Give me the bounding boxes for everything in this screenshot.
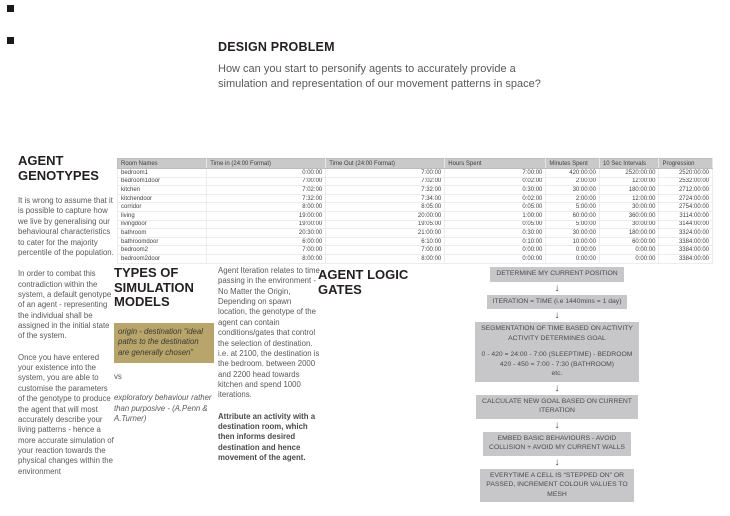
table-cell: 7:00:00 [326, 169, 445, 178]
flow-step-box [490, 267, 623, 282]
highlighted-quote: origin - destination “ideal paths to the destination are generally chosen” [114, 323, 214, 364]
table-cell: 19:00:00 [207, 220, 326, 229]
table-cell: bedroom1door [118, 177, 207, 186]
table-cell: 12:00:00 [599, 177, 659, 186]
arrow-down-icon: ↓ [554, 282, 560, 294]
column-header: Time in (24:00 Format) [207, 159, 326, 169]
table-cell: 5:00:00 [546, 220, 600, 229]
table-row [118, 211, 713, 220]
simulation-models-title: TYPES OF SIMULATION MODELS [114, 265, 194, 310]
flow-step-box [480, 469, 633, 503]
table-cell: 0:00:00 [445, 254, 546, 263]
table-cell: 2:00:00 [546, 194, 600, 203]
table-cell: 3114:00:00 [659, 211, 713, 220]
table-cell: 0:02:00 [445, 177, 546, 186]
agent-genotypes-section [18, 154, 115, 488]
table-cell: 6:10:00 [326, 237, 445, 246]
logic-gates-flowchart [452, 267, 662, 502]
table-cell: 20:00:00 [326, 211, 445, 220]
flow-step-box [475, 322, 639, 382]
table-cell: 8:00:00 [326, 254, 445, 263]
table-cell: 6:00:00 [207, 237, 326, 246]
table-cell: 3144:00:00 [659, 220, 713, 229]
agent-genotypes-paragraph: Once you have entered your existence into the system, you are able to customise the parameters of the genotype to produce the agent that will most accurately describe your living patterns - hence a more accurate simulation of your reaction towards the physical changes within the environment [18, 352, 114, 476]
table-cell: 60:00:00 [546, 211, 600, 220]
table-row [118, 169, 713, 178]
flow-step-line: PASSED, INCREMENT COLOUR VALUES TO [486, 481, 628, 489]
table-cell: 0:00:00 [546, 246, 600, 255]
flow-step-line: EMBED BASIC BEHAVIOURS - AVOID [497, 434, 617, 442]
table-cell: 21:00:00 [326, 229, 445, 238]
table-cell: 2532:00:00 [659, 177, 713, 186]
table-header-row [118, 159, 713, 169]
table-cell: 7:32:00 [207, 194, 326, 203]
arrow-down-icon: ↓ [554, 456, 560, 468]
column-header: Minutes Spent [546, 159, 600, 169]
vs-label: vs [114, 372, 122, 382]
table-cell: 7:00:00 [207, 246, 326, 255]
table-cell: 2712:00:00 [659, 186, 713, 195]
table-cell: 0:10:00 [445, 237, 546, 246]
column-header: Hours Spent [445, 159, 546, 169]
flow-step-line [481, 343, 633, 350]
table-cell: 0:30:00 [445, 229, 546, 238]
table-cell: bathroomdoor [118, 237, 207, 246]
alternative-model-quote: exploratory behaviour rather than purposive - (A.Penn & A.Turner) [114, 393, 212, 424]
agent-logic-gates-section [318, 268, 436, 310]
table-cell: 30:00:00 [546, 229, 600, 238]
table-cell: 0:00:00 [445, 246, 546, 255]
table-cell: 7:32:00 [326, 186, 445, 195]
design-problem-section [218, 40, 548, 92]
slide-marker-square [7, 37, 14, 44]
table-cell: 19:05:00 [326, 220, 445, 229]
table-row [118, 203, 713, 212]
room-schedule-table [117, 158, 713, 264]
agent-logic-gates-title: AGENT LOGIC GATES [318, 267, 409, 297]
column-header: 10 Sec Intervals [599, 159, 659, 169]
table-cell: 10:00:00 [546, 237, 600, 246]
table-cell: 2:00:00 [546, 177, 600, 186]
table-cell: 3384:00:00 [659, 254, 713, 263]
table-cell: 7:02:00 [207, 186, 326, 195]
flow-step-line: CALCULATE NEW GOAL BASED ON CURRENT [482, 397, 632, 405]
flow-step-line: SEGMENTATION OF TIME BASED ON ACTIVITY [481, 325, 633, 333]
table-cell: 30:00:00 [599, 203, 659, 212]
table-cell: 20:30:00 [207, 229, 326, 238]
agent-iteration-emphasis: Attribute an activity with a destination room, which then informs desired destination and hence movement of the agent. [218, 411, 316, 463]
agent-iteration-body: Agent Iteration relates to time passing in the environment - No Matter the Origin, Depending on spawn location, the genotype of the agent can contain conditions/gates that control the selection of destination. i.e. at 2100, the destination is the bedroom. between 2000 and 2200 head towards kitchen and spend 1000 iterations. [218, 266, 320, 400]
table-cell: 8:05:00 [326, 203, 445, 212]
flow-step-line: 0 - 420 = 24:00 - 7:00 (SLEEPTIME) - BEDROOM [481, 351, 633, 359]
table-cell: 7:00:00 [445, 169, 546, 178]
table-cell: 0:00:00 [599, 246, 659, 255]
table-cell: 5:00:00 [546, 203, 600, 212]
table-cell: 1:00:00 [445, 211, 546, 220]
flow-step-line: ITERATION = TIME (i.e 1440mins = 1 day) [492, 297, 622, 305]
table-cell: living [118, 211, 207, 220]
table-cell: 19:00:00 [207, 211, 326, 220]
table-row [118, 194, 713, 203]
flow-step-box [476, 395, 638, 419]
agent-genotypes-paragraph: In order to combat this contradiction within the system, a default genotype of an agent - representing the individual shall be assigned in the initial state of the system. [18, 269, 112, 341]
table-cell: 2724:00:00 [659, 194, 713, 203]
table-cell: 7:00:00 [326, 246, 445, 255]
table-cell: 3324:00:00 [659, 229, 713, 238]
table-cell: 12:00:00 [599, 194, 659, 203]
arrow-down-icon: ↓ [554, 382, 560, 394]
table-row [118, 186, 713, 195]
table-cell: bedroom2 [118, 246, 207, 255]
arrow-down-icon: ↓ [554, 310, 560, 322]
table-cell: kitchendoor [118, 194, 207, 203]
agent-genotypes-title: AGENT GENOTYPES [18, 153, 99, 183]
flow-step-line: MESH [547, 490, 567, 498]
table-cell: corridor [118, 203, 207, 212]
table-row [118, 177, 713, 186]
table-cell: 7:02:00 [326, 177, 445, 186]
simulation-models-section [114, 266, 214, 425]
table-row [118, 237, 713, 246]
agent-iteration-section [218, 266, 321, 474]
design-problem-body: How can you start to personify agents to accurately provide a simulation and representation of our movement patterns in space? [218, 63, 541, 91]
flow-step-box [483, 432, 631, 456]
table-cell: 3384:00:00 [659, 246, 713, 255]
table-cell: 3384:00:00 [659, 237, 713, 246]
table-cell: 30:00:00 [546, 186, 600, 195]
flow-step-line: EVERYTIME A CELL IS “STEPPED ON” OR [489, 471, 625, 479]
table-cell: 0:02:00 [445, 194, 546, 203]
table-cell: kitchen [118, 186, 207, 195]
table-cell: 2520:00:00 [599, 169, 659, 178]
flow-step-line: etc. [551, 370, 563, 378]
agent-genotypes-paragraph: It is wrong to assume that it is possible to capture how we live by generalising our behavioural characteristics to cater for the majority percentile of the population. [18, 196, 114, 257]
table-cell: 0:00:00 [546, 254, 600, 263]
table-cell: 7:00:00 [207, 177, 326, 186]
table-cell: 8:00:00 [207, 203, 326, 212]
design-problem-title: DESIGN PROBLEM [218, 40, 335, 54]
column-header: Time Out (24:00 Format) [326, 159, 445, 169]
table-cell: 420:00:00 [546, 169, 600, 178]
table-cell: 2520:00:00 [659, 169, 713, 178]
arrow-down-icon: ↓ [554, 419, 560, 431]
flow-step-line: ITERATION [539, 407, 575, 415]
flow-step-line: COLLISION + AVOID MY CURRENT WALLS [489, 444, 625, 452]
slide-marker-square [7, 5, 14, 12]
table-cell: 7:34:00 [326, 194, 445, 203]
flow-step-line: DETERMINE MY CURRENT POSITION [496, 270, 618, 277]
table-cell: 0:05:00 [445, 220, 546, 229]
column-header: Room Names [118, 159, 207, 169]
table-cell: 0:05:00 [445, 203, 546, 212]
table-row [118, 254, 713, 263]
flow-step-line: ACTIVITY DETERMINES GOAL [508, 334, 606, 342]
table-cell: bedroom2door [118, 254, 207, 263]
table-cell: 2754:00:00 [659, 203, 713, 212]
table-cell: 8:00:00 [207, 254, 326, 263]
table-cell: livingdoor [118, 220, 207, 229]
table-cell: 0:30:00 [445, 186, 546, 195]
table-cell: 180:00:00 [599, 229, 659, 238]
table-cell: 60:00:00 [599, 237, 659, 246]
table-cell: 30:00:00 [599, 220, 659, 229]
table-cell: bedroom1 [118, 169, 207, 178]
table-row [118, 246, 713, 255]
flow-step-line: 420 - 450 = 7:00 - 7:30 (BATHROOM) [499, 360, 615, 368]
table-cell: 0:00:00 [207, 169, 326, 178]
column-header: Progression [659, 159, 713, 169]
table-row [118, 220, 713, 229]
table-cell: 0:00:00 [599, 254, 659, 263]
table-cell: 180:00:00 [599, 186, 659, 195]
table-row [118, 229, 713, 238]
flow-step-box [487, 295, 628, 310]
table-cell: bathroom [118, 229, 207, 238]
table-cell: 360:00:00 [599, 211, 659, 220]
